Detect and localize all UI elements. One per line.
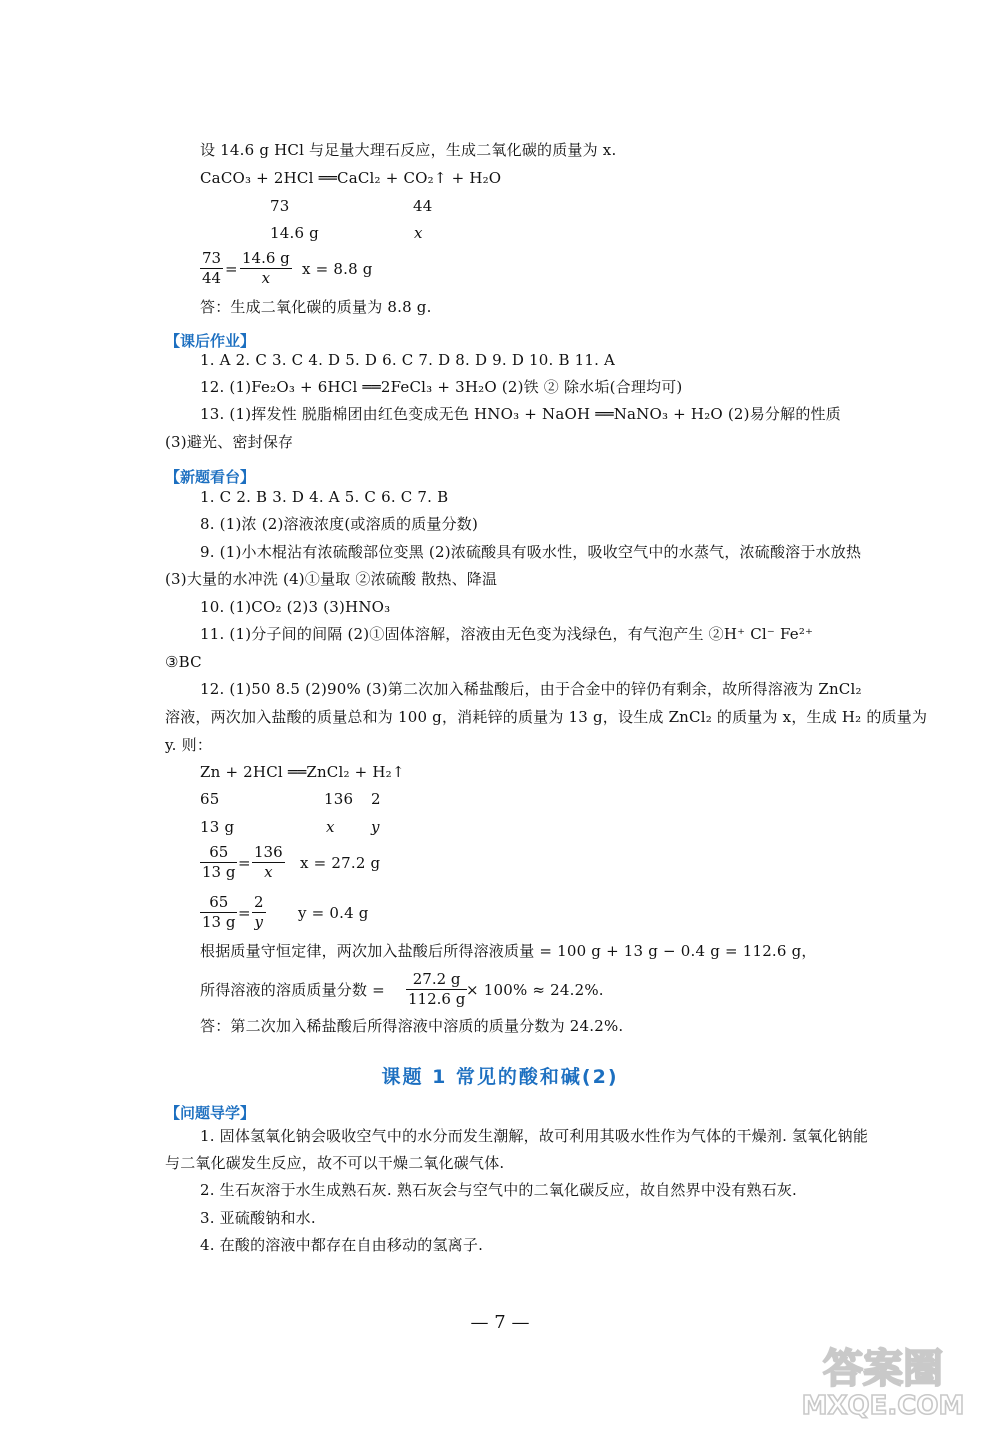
result: x = 8.8 g (302, 260, 373, 278)
fraction-numerator: 65 (200, 843, 237, 863)
answer-line: (3)大量的水冲洗 (4)①量取 ②浓硫酸 散热、降温 (165, 570, 498, 588)
molar-mass: 2 (371, 790, 381, 808)
answer-line: 答：生成二氧化碳的质量为 8.8 g. (200, 298, 432, 316)
unknown-y: y (371, 818, 380, 836)
answer-line: 12. (1)50 8.5 (2)90% (3)第二次加入稀盐酸后，由于合金中的锌仍有剩余，故所得溶液为 ZnCl₂ (200, 680, 862, 698)
watermark-icon (788, 1336, 978, 1422)
watermark-logo (788, 1336, 978, 1422)
mass-value: 14.6 g (270, 224, 319, 242)
text-line: × 100% ≈ 24.2%. (466, 981, 604, 999)
molar-mass: 136 (324, 790, 354, 808)
answer-line: 4. 在酸的溶液中都存在自由移动的氢离子. (200, 1236, 484, 1254)
section-header-homework: 【课后作业】 (165, 332, 256, 350)
molar-mass: 44 (413, 197, 433, 215)
answer-line: 1. 固体氢氧化钠会吸收空气中的水分而发生潮解，故可利用其吸水性作为气体的干燥剂. 氢氧化钠能 (200, 1127, 869, 1145)
unknown-x: x (326, 818, 335, 836)
fraction-denominator: y (254, 913, 264, 931)
text-line: 设 14.6 g HCl 与足量大理石反应，生成二氧化碳的质量为 x. (200, 141, 617, 159)
fraction-numerator: 2 (254, 893, 264, 911)
answer-line: 1. A 2. C 3. C 4. D 5. D 6. C 7. D 8. D 9. D 10. B 11. A (200, 351, 616, 369)
result: y = 0.4 g (298, 904, 369, 922)
unknown-x: x (414, 224, 423, 242)
answer-line: 2. 生石灰溶于水生成熟石灰. 熟石灰会与空气中的二氧化碳反应，故自然界中没有熟石灰. (200, 1181, 797, 1199)
fraction-denominator: 44 (202, 269, 222, 287)
answer-line: 13. (1)挥发性 脱脂棉团由红色变成无色 HNO₃ + NaOH ══NaNO₃ + H₂O (2)易分解的性质 (200, 405, 841, 423)
answer-line: 11. (1)分子间的间隔 (2)①固体溶解，溶液由无色变为浅绿色，有气泡产生 ②H⁺ Cl⁻ Fe²⁺ (200, 625, 814, 643)
answer-line: 10. (1)CO₂ (2)3 (3)HNO₃ (200, 598, 391, 616)
fraction (200, 843, 237, 882)
watermark-en: MXQE.COM (801, 1391, 965, 1421)
fraction (200, 893, 237, 932)
answer-line: 答：第二次加入稀盐酸后所得溶液中溶质的质量分数为 24.2%. (200, 1017, 624, 1035)
fraction-denominator: 112.6 g (408, 990, 466, 1008)
fraction (252, 843, 285, 882)
lesson-title: 课题 1 常见的酸和碱(2) (381, 1066, 619, 1088)
chemical-equation: CaCO₃ + 2HCl ══CaCl₂ + CO₂↑ + H₂O (200, 169, 502, 187)
answer-line: 1. C 2. B 3. D 4. A 5. C 6. C 7. B (200, 488, 449, 506)
equals-sign: = (238, 854, 251, 872)
fraction (200, 249, 223, 288)
fraction-denominator: x (261, 269, 271, 287)
fraction-denominator: 13 g (202, 913, 236, 931)
fraction (240, 249, 292, 288)
answer-line: 溶液，两次加入盐酸的质量总和为 100 g，消耗锌的质量为 13 g，设生成 ZnCl₂ 的质量为 x，生成 H₂ 的质量为 (165, 708, 928, 726)
result: x = 27.2 g (300, 854, 381, 872)
chemical-equation: Zn + 2HCl ══ZnCl₂ + H₂↑ (200, 763, 405, 781)
fraction-numerator: 73 (202, 249, 222, 267)
section-header-guided-questions: 【问题导学】 (165, 1104, 256, 1122)
fraction-numerator: 136 (254, 843, 283, 861)
answer-line: y. 则： (165, 736, 213, 754)
fraction-denominator: 13 g (202, 863, 236, 881)
answer-line: ③BC (165, 653, 202, 671)
answer-line: 8. (1)浓 (2)溶液浓度(或溶质的质量分数) (200, 515, 479, 533)
section-header-new-problems: 【新题看台】 (165, 468, 256, 486)
answer-line: 3. 亚硫酸钠和水. (200, 1209, 316, 1227)
mass-value: 13 g (200, 818, 235, 836)
answer-line: (3)避光、密封保存 (165, 433, 294, 451)
page-number: — 7 — (470, 1312, 530, 1333)
watermark-cn: 答案圈 (823, 1346, 943, 1392)
text-line: 根据质量守恒定律，两次加入盐酸后所得溶液质量 = 100 g + 13 g − 0.4 g = 112.6 g， (200, 942, 817, 960)
fraction-denominator: x (264, 863, 273, 881)
molar-mass: 65 (200, 790, 220, 808)
fraction (406, 970, 467, 1009)
text-line: 所得溶液的溶质质量分数 = (200, 981, 385, 999)
equals-sign: = (225, 260, 238, 278)
answer-line: 9. (1)小木棍沾有浓硫酸部位变黑 (2)浓硫酸具有吸水性，吸收空气中的水蒸气，浓硫酸溶于水放热 (200, 543, 862, 561)
equals-sign: = (238, 904, 251, 922)
molar-mass: 73 (270, 197, 290, 215)
fraction-numerator: 27.2 g (406, 970, 467, 990)
fraction-numerator: 65 (200, 893, 237, 913)
answer-line: 与二氧化碳发生反应，故不可以干燥二氧化碳气体. (165, 1154, 505, 1172)
fraction (252, 893, 266, 932)
fraction-numerator: 14.6 g (242, 249, 290, 267)
answer-line: 12. (1)Fe₂O₃ + 6HCl ══2FeCl₃ + 3H₂O (2)铁 ② 除水垢(合理均可) (200, 378, 683, 396)
